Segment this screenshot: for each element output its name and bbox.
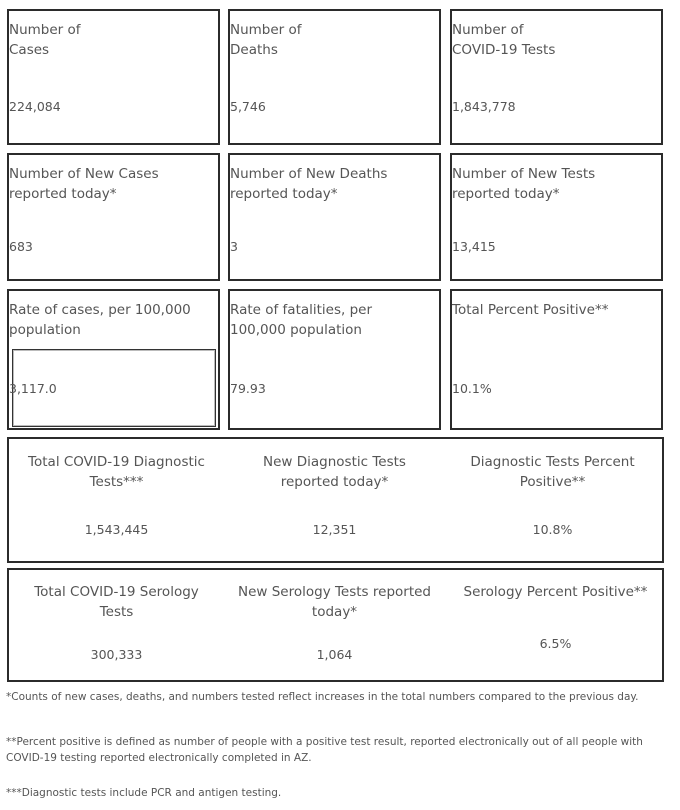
cases-label: Number of Cases bbox=[9, 22, 81, 58]
percent-positive-label: Total Percent Positive** bbox=[452, 302, 609, 318]
serology-total-tile[interactable] bbox=[9, 570, 224, 680]
tests-card[interactable] bbox=[450, 9, 663, 145]
new-tests-value: 13,415 bbox=[452, 239, 496, 254]
new-cases-value: 683 bbox=[9, 239, 33, 254]
new-cases-label: Number of New Cases reported today* bbox=[9, 166, 159, 202]
fatality-rate-value: 79.93 bbox=[230, 381, 266, 396]
deaths-label: Number of Deaths bbox=[230, 22, 302, 58]
serology-positive-label: Serology Percent Positive** bbox=[463, 584, 648, 600]
diagnostic-total-tile[interactable] bbox=[9, 439, 224, 561]
serology-total-value: 300,333 bbox=[90, 647, 143, 662]
serology-positive-value: 6.5% bbox=[539, 636, 572, 651]
diagnostic-new-tile[interactable] bbox=[227, 439, 442, 561]
deaths-value: 5,746 bbox=[230, 99, 266, 114]
serology-new-value: 1,064 bbox=[316, 647, 353, 662]
fatality-rate-label: Rate of fatalities, per 100,000 population bbox=[230, 302, 373, 338]
new-tests-label: Number of New Tests reported today* bbox=[452, 166, 596, 202]
fatality-rate-card[interactable] bbox=[228, 289, 441, 430]
tests-value: 1,843,778 bbox=[452, 99, 516, 114]
new-deaths-value: 3 bbox=[230, 239, 238, 254]
serology-tests-panel[interactable] bbox=[7, 568, 664, 682]
footnote-diagnostic: ***Diagnostic tests include PCR and antigen testing. bbox=[6, 787, 282, 799]
percent-positive-card[interactable] bbox=[450, 289, 663, 430]
case-rate-card[interactable] bbox=[7, 289, 220, 430]
new-cases-card[interactable] bbox=[7, 153, 220, 281]
serology-positive-tile[interactable] bbox=[445, 570, 666, 680]
new-deaths-label: Number of New Deaths reported today* bbox=[230, 166, 388, 202]
diagnostic-new-value: 12,351 bbox=[312, 522, 357, 537]
cases-value: 224,084 bbox=[9, 99, 61, 114]
case-rate-label: Rate of cases, per 100,000 population bbox=[9, 302, 191, 338]
diagnostic-total-label: Total COVID-19 Diagnostic Tests*** bbox=[28, 454, 205, 490]
serology-new-tile[interactable] bbox=[227, 570, 442, 680]
cases-card[interactable] bbox=[7, 9, 220, 145]
new-deaths-card[interactable] bbox=[228, 153, 441, 281]
serology-total-label: Total COVID-19 Serology Tests bbox=[34, 584, 199, 620]
serology-new-label: New Serology Tests reported today* bbox=[237, 584, 431, 620]
deaths-card[interactable] bbox=[228, 9, 441, 145]
diagnostic-positive-label: Diagnostic Tests Percent Positive** bbox=[470, 454, 635, 490]
diagnostic-new-label: New Diagnostic Tests reported today* bbox=[263, 454, 406, 490]
percent-positive-value: 10.1% bbox=[452, 381, 492, 396]
tests-label: Number of COVID-19 Tests bbox=[452, 22, 556, 58]
footnote-new-counts: *Counts of new cases, deaths, and numbers tested reflect increases in the total numbers compared to the previous day. bbox=[6, 691, 639, 703]
case-rate-value: 3,117.0 bbox=[9, 381, 57, 396]
footnote-percent-positive: **Percent positive is defined as number of people with a positive test result, reported electronically out of all people with COVID-19 testing reported electronically completed in AZ. bbox=[6, 736, 643, 764]
new-tests-card[interactable] bbox=[450, 153, 663, 281]
diagnostic-tests-panel[interactable] bbox=[7, 437, 664, 563]
diagnostic-positive-value: 10.8% bbox=[532, 522, 573, 537]
diagnostic-positive-tile[interactable] bbox=[445, 439, 660, 561]
diagnostic-total-value: 1,543,445 bbox=[84, 522, 149, 537]
